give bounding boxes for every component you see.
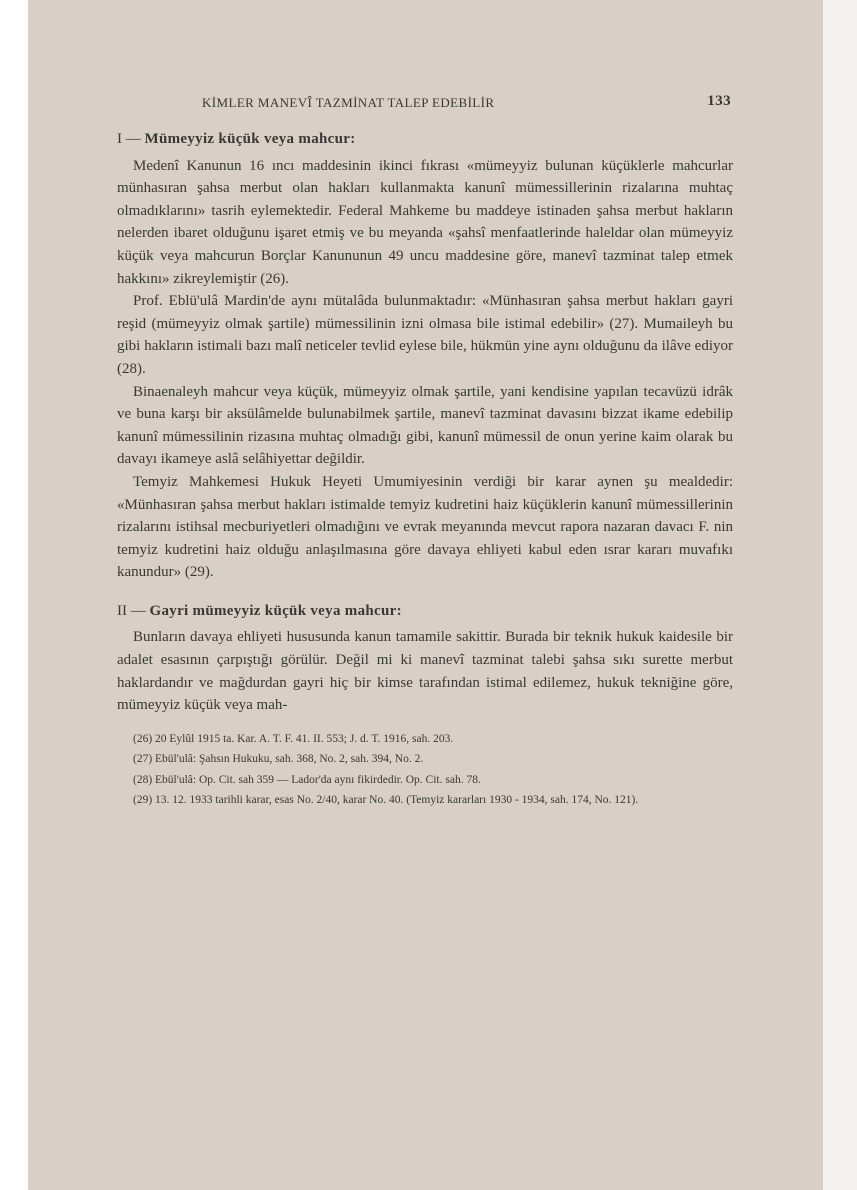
paragraph: Bunların davaya ehliyeti hususunda kanun tamamile sakittir. Burada bir teknik hukuk kaidesile bir adalet esasının çarpıştığı görülür. Değil mi ki manevî tazminat talebi şahsa sıkı surette merbut haklardandır ve mağdurdan gayri hiç bir kimse tarafından istimal edilemez, hukuk tekniğine göre, mümeyyiz küçük veya mah- <box>117 629 733 714</box>
section-title: Mümeyyiz küçük veya mahcur: <box>144 131 356 147</box>
paragraph: Temyiz Mahkemesi Hukuk Heyeti Umumiyesinin verdiği bir karar aynen şu mealdedir: «Münhasıran şahsa merbut hakları istimalde temyiz kudretini haiz küçüklerin kanunî mümessillerinin rizalarını istihsal mecburiyetleri olmadığını ve evrak meyanında mevcut rapora nazaran davacı F. nin temyiz kudretini haiz olduğu anlaşılmasına göre davaya ehliyeti kabul eden ısrar kararı muvafıkı kanundur» (29). <box>117 473 733 581</box>
section-heading <box>117 600 733 623</box>
footnote: (29) 13. 12. 1933 tarihli karar, esas No. 2/40, karar No. 40. (Temyiz kararları 1930 - 1934, sah. 174, No. 121). <box>133 794 639 807</box>
paragraph: Medenî Kanunun 16 ıncı maddesinin ikinci fıkrası «mümeyyiz bulunan küçüklerle mahcurlar münhasıran şahsa merbut olan hakları kullanmakta kanunî mümessillerinin rizalarına muhtaç olmadıklarını» tasrih eylemektedir. Federal Mahkeme bu maddeye istinaden şahsa merbut hakların nelerden ibaret olduğunu işaret etmiş ve bu meyanda «şahsî menfaatlerinde haleldar olan mümeyyiz küçük veya mahcurun Borçlar Kanununun 49 uncu maddesine göre, manevî tazminat talep etmek hakkını» zikreylemiştir (26). <box>117 157 733 287</box>
section-2 <box>117 600 733 717</box>
footnote: (26) 20 Eylûl 1915 ta. Kar. A. T. F. 41. II. 553; J. d. T. 1916, sah. 203. <box>133 732 454 745</box>
running-title: KİMLER MANEVÎ TAZMİNAT TALEP EDEBİLİR <box>202 95 495 110</box>
footnote: (27) Ebül'ulâ: Şahsın Hukuku, sah. 368, No. 2, sah. 394, No. 2. <box>133 753 424 766</box>
section-title: Gayri mümeyyiz küçük veya mahcur: <box>149 602 402 619</box>
section-heading <box>117 128 733 151</box>
paragraph: Binaenaleyh mahcur veya küçük, mümeyyiz olmak şartile, yani kendisine yapılan tecavüzü idrâk ve buna karşı bir aksülâmelde bulunabilmek şartile, manevî tazminat davasını bizzat ikame edebilip kanunî mümessilinin rizasına muhtaç olmadığı gibi, kanunî mümessil de onun yerine kaim olarak bu davayı ikameye aslâ selâhiyettar değildir. <box>117 383 733 468</box>
running-header <box>117 88 733 114</box>
page-number: 133 <box>707 93 731 109</box>
section-numeral: II — <box>117 602 146 619</box>
section-1 <box>117 128 733 584</box>
scan-margin-strip <box>823 0 857 1190</box>
section-numeral: I — <box>117 131 141 147</box>
paragraph: Prof. Eblü'ulâ Mardin'de aynı mütalâda bulunmaktadır: «Münhasıran şahsa merbut hakları gayri reşid (mümeyyiz olmak şartile) mümessilinin izni olmasa bile istimal edebilir» (27). Mumaileyh bu gibi hakların istimali bazı malî neticeler tevlid eylese bile, hükmün yine aynı olduğunu da ilâve ediyor (28). <box>117 293 733 377</box>
page-content <box>117 88 733 811</box>
footnote: (28) Ebül'ulâ: Op. Cit. sah 359 — Lador'da aynı fikirdedir. Op. Cit. sah. 78. <box>133 773 481 786</box>
footnotes <box>117 729 733 811</box>
